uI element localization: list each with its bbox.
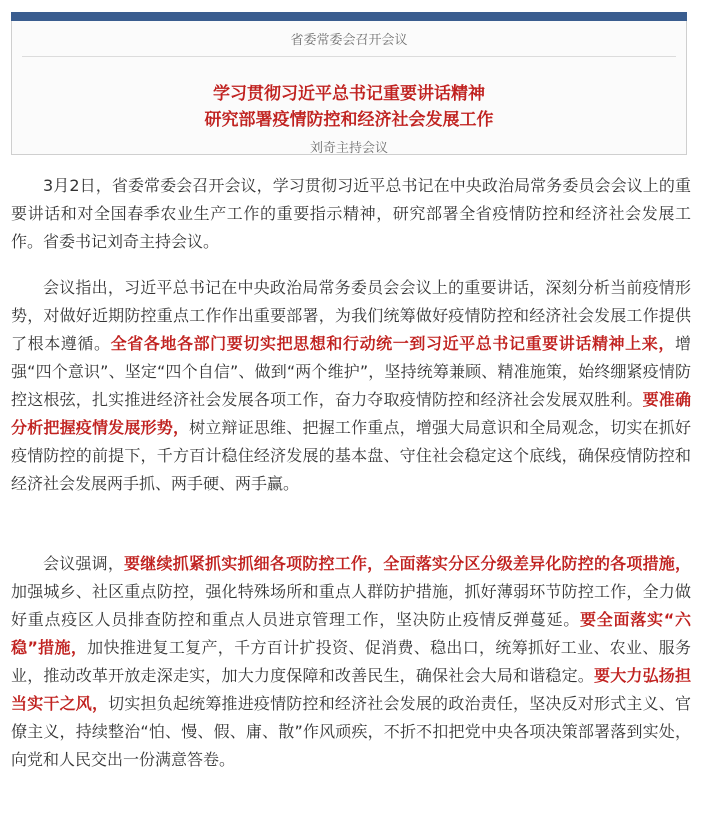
paragraph-2-text-1: 会议指出，习近平总书记在中央政治局常务委员会会议上的重要讲话，深刻分析当前疫情形势，对做好近期防控重点工作作出重要部署，为我们统筹做好疫情防控和经济社会发展工作提供了根本遵循。 [11,278,691,353]
paragraph-3-highlight-2: 要全面落实“六稳”措施， [11,610,691,657]
paragraph-3-text-1: 会议强调， [43,554,125,573]
paragraph-2-highlight-1: 全省各地各部门要切实把思想和行动统一到习近平总书记重要讲话精神上来， [110,334,675,353]
paragraph-1-text: 3月2日，省委常委会召开会议，学习贯彻习近平总书记在中央政治局常务委员会会议上的重要讲话和对全国春季农业生产工作的重要指示精神，研究部署全省疫情防控和经济社会发展工作。省委书记刘奇主持会议。 [11,176,691,251]
paragraph-3-text-3: 加快推进复工复产，千方百计扩投资、促消费、稳出口，统筹抓好工业、农业、服务业，推动改革开放走深走实，加大力度保障和改善民生，确保社会大局和谐稳定。 [11,638,691,685]
paragraph-2-highlight-2: 要准确分析把握疫情发展形势， [11,390,691,437]
paragraph-2-text-3: 树立辩证思维、把握工作重点，增强大局意识和全局观念，切实在抓好疫情防控的前提下，千方百计稳住经济发展的基本盘、守住社会稳定这个底线，确保疫情防控和经济社会发展两手抓、两手硬、两手赢。 [11,418,691,493]
paragraph-3-highlight-1: 要继续抓紧抓实抓细各项防控工作，全面落实分区分级差异化防控的各项措施， [124,554,691,573]
article-header [11,12,687,155]
paragraph-1 [11,172,691,256]
header-top-bar [11,12,687,21]
paragraph-3-text-4: 切实担负起统筹推进疫情防控和经济社会发展的政治责任，坚决反对形式主义、官僚主义，持续整治“怕、慢、假、庸、散”作风顽疾，不折不扣把党中央各项决策部署落到实处，向党和人民交出一份满意答卷。 [11,694,691,769]
header-divider [22,56,676,57]
paragraph-2-text-2: 增强“四个意识”、坚定“四个自信”、做到“两个维护”，坚持统筹兼顾、精准施策，始终绷紧疫情防控这根弦，扎实推进经济社会发展各项工作，奋力夺取疫情防控和经济社会发展双胜利。 [11,334,691,409]
paragraph-3-highlight-3: 要大力弘扬担当实干之风， [11,666,691,713]
paragraph-2 [11,274,691,498]
header-host-label: 刘奇主持会议 [309,141,388,156]
headline-line-2: 研究部署疫情防控和经济社会发展工作 [204,110,494,130]
headline-line-1: 学习贯彻习近平总书记重要讲话精神 [213,84,485,104]
header-meeting-label: 省委常委会召开会议 [290,33,408,48]
paragraph-3 [11,550,691,774]
paragraph-3-text-2: 加强城乡、社区重点防控，强化特殊场所和重点人群防护措施，抓好薄弱环节防控工作，全力做好重点疫区人员排查防控和重点人员进京管理工作，坚决防止疫情反弹蔓延。 [11,582,691,629]
